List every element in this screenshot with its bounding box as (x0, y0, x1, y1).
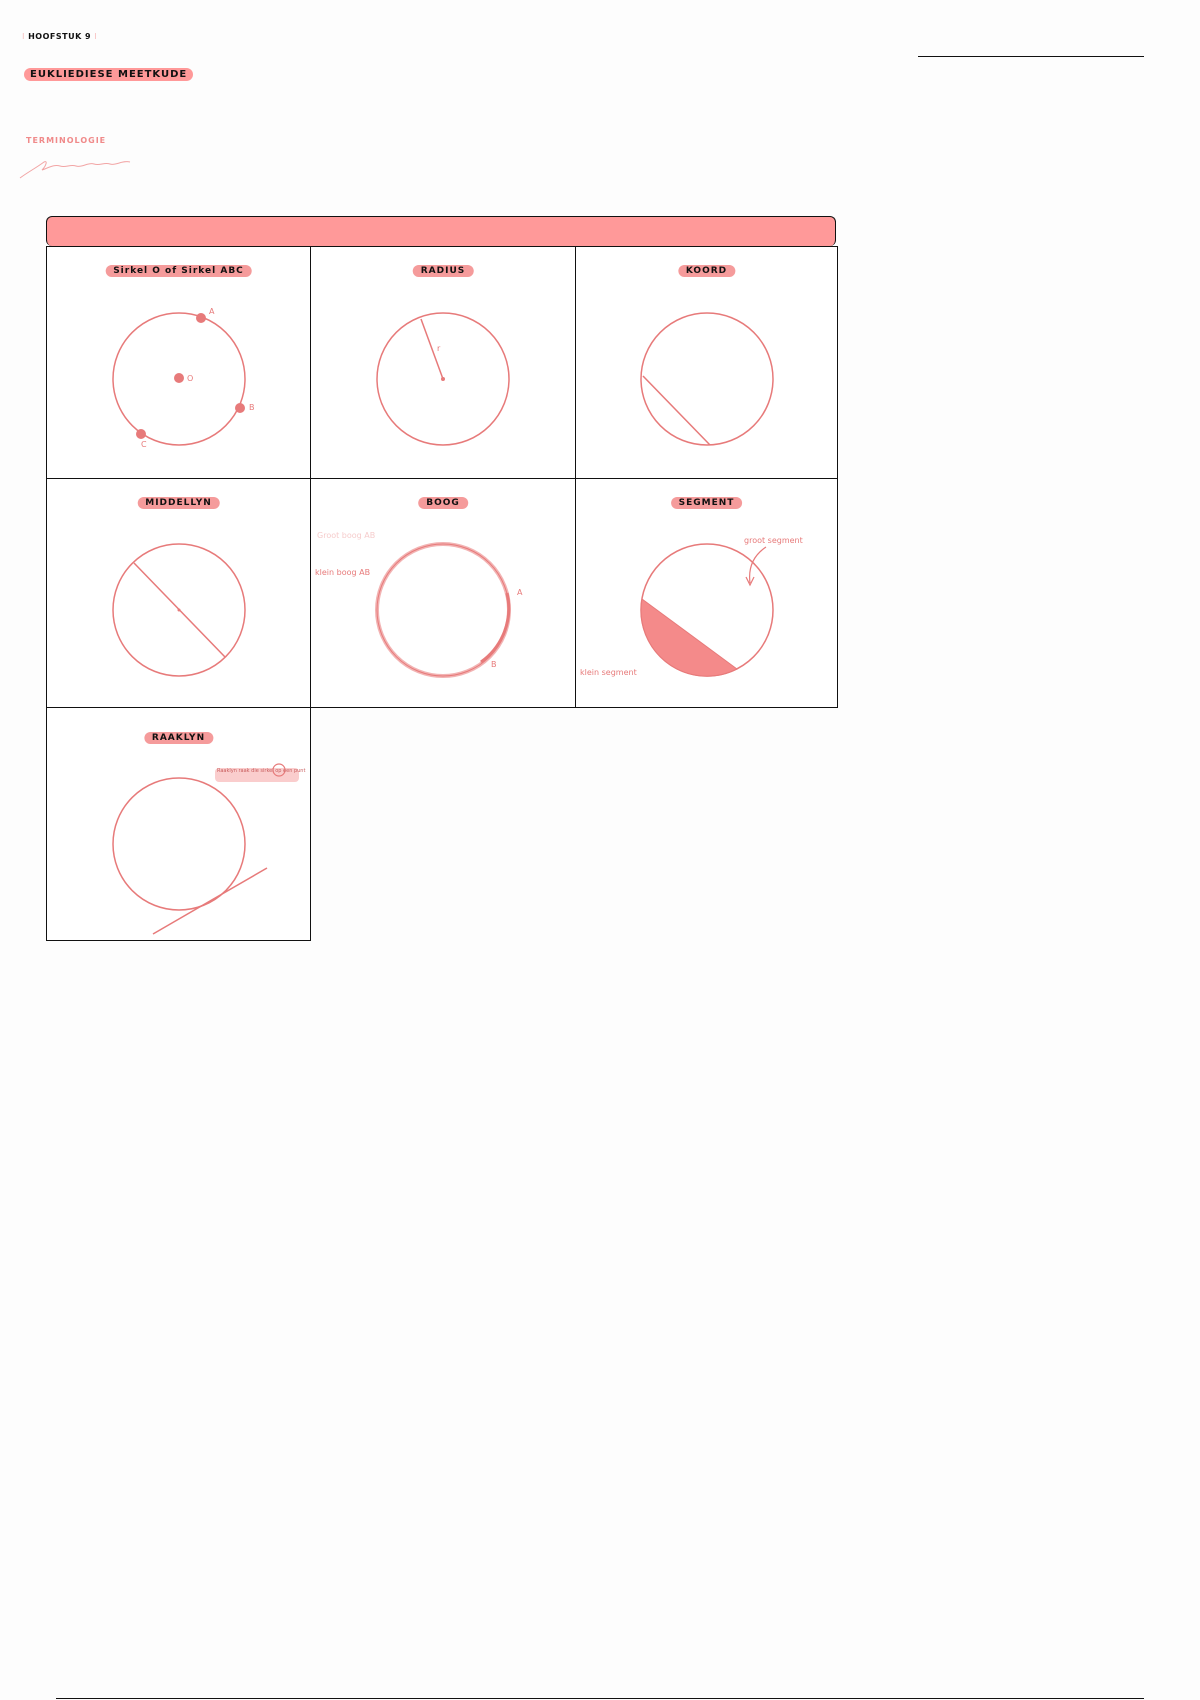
term-cell-raaklyn (46, 707, 311, 941)
diameter-diagram (47, 479, 309, 705)
footer-rule (56, 1698, 1144, 1699)
term-cell-koord (575, 246, 838, 479)
tangent-diagram (47, 708, 309, 938)
handwritten-script-image (18, 152, 138, 182)
chapter-heading: ⁝ HOOFSTUK 9 ⁝ (22, 32, 98, 41)
label-o: O (187, 374, 194, 383)
term-label: KOORD (678, 265, 735, 277)
circle-diagram (47, 247, 309, 475)
annotation-groot-boog: Groot boog AB (317, 531, 376, 540)
term-label: RADIUS (413, 265, 474, 277)
point-o (174, 373, 184, 383)
point-b (235, 403, 245, 413)
term-label: Sirkel O of Sirkel ABC (105, 265, 252, 277)
annotation-raaklyn: Raaklyn raak die sirkel op een punt (217, 768, 306, 774)
term-label: RAAKLYN (144, 732, 213, 744)
term-label: SEGMENT (671, 497, 743, 509)
radius-diagram (311, 247, 573, 475)
annotation-groot-segment: groot segment (744, 536, 803, 545)
label-b: B (491, 660, 497, 669)
term-label: BOOG (418, 497, 468, 509)
section-heading: TERMINOLOGIE (26, 136, 107, 145)
chord-diagram (576, 247, 836, 475)
label-a: A (209, 307, 215, 316)
annotation-klein-segment: klein segment (580, 668, 637, 677)
annotation-klein-boog: klein boog AB (315, 568, 371, 577)
term-cell-boog (310, 478, 576, 708)
point-c (136, 429, 146, 439)
term-label: MIDDELLYN (137, 497, 220, 509)
table-header-bar (46, 216, 836, 246)
arc-diagram (311, 479, 573, 705)
label-c: C (141, 440, 147, 449)
header-rule (918, 56, 1144, 57)
term-cell-middellyn (46, 478, 311, 708)
term-cell-sirkel (46, 246, 311, 479)
term-cell-segment (575, 478, 838, 708)
term-cell-radius (310, 246, 576, 479)
label-a: A (517, 588, 523, 597)
label-b: B (249, 403, 255, 412)
segment-diagram (576, 479, 836, 705)
page-title: EUKLIEDIESE MEETKUDE (24, 68, 193, 81)
label-r: r (437, 344, 441, 353)
point-a (196, 313, 206, 323)
